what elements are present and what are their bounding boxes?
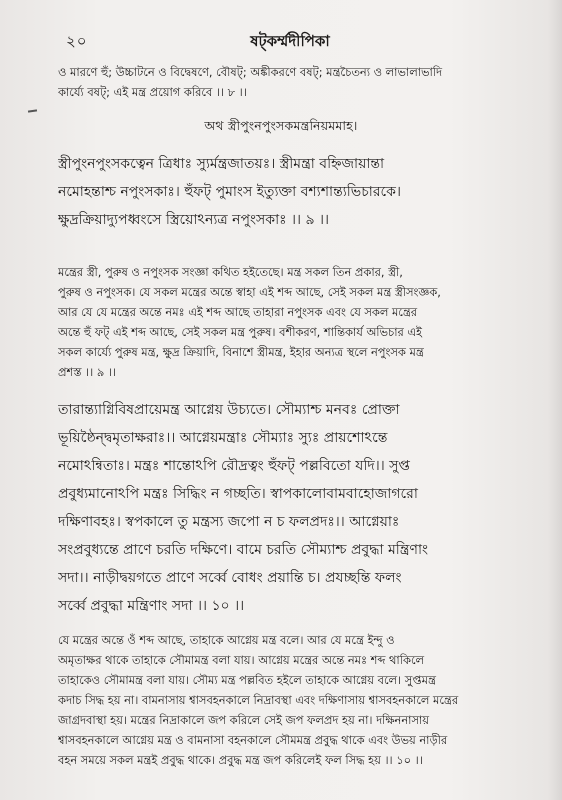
page-edge-shadow	[548, 0, 562, 800]
verse-line: সর্ব্বে প্রবুদ্ধা মন্ত্রিণাং সদা ।। ১০ ।।	[58, 598, 245, 614]
verse-line: স্ত্রীপুংনপুংসকত্বেন ত্রিধাঃ স্যুর্মন্ত্রজাতয়ঃ। স্ত্রীমন্ত্রা বহ্নিজায়ান্তা	[58, 156, 385, 172]
verse-10	[58, 396, 524, 620]
text-line: তাহাকেও সৌমামন্ত্র বলা যায়। সৌম্য মন্ত্র পল্লবিত হইলে তাহাকে আগ্নেয় বলে। সুপ্তমন্ত্র	[58, 673, 436, 687]
verse-line: সদা।। নাড়ীদ্বয়গতে প্রাণে সর্ব্বে বোধং প্রয়ান্তি চ। প্রযচ্ছন্তি ফলং	[58, 570, 402, 586]
verse-line: সংপ্রবুধ্যন্তে প্রাণে চরতি দক্ষিণে। বামে চরতি সৌম্যাশ্চ প্রবুদ্ধা মন্ত্রিণাং	[58, 542, 429, 558]
text-line: কদাচ সিদ্ধ হয় না। বামনাসায় শ্বাসবহনকালে নিদ্রাবস্থা এবং দক্ষিণাসায় শ্বাসবহনকালে মন্ত্রের	[58, 693, 459, 707]
text-line: যে মন্ত্রের অন্তে ওঁ শব্দ আছে, তাহাকে আগ্নেয় মন্ত্র বলে। আর যে মন্ত্রে ইন্দু ও	[58, 633, 395, 647]
verse-line: নমোহন্তাশ্চ নপুংসকাঃ। হুঁফট্‌ পুমাংস ইত্যুক্তা বশ্যশান্ত্যভিচারকে।	[58, 184, 401, 200]
intro-paragraph	[58, 62, 524, 102]
page-number: ২০	[66, 32, 88, 50]
text-line: কার্য্যে বষট্‌; এই মন্ত্র প্রয়োগ করিবে ।। ৮ ।।	[58, 85, 247, 99]
verse-line: ভূয়িষ্ঠৈন্দ্বমৃতাক্ষরাঃ।। আগ্নেয়মন্ত্রাঃ সৌম্যাঃ স্যুঃ প্রায়শোঽন্তে	[58, 430, 388, 446]
text-line: ও মারণে হুঁ; উচ্চাটনে ও বিদ্বেষণে, বৌষট্‌; অঙ্কীকরণে বষট্‌; মন্ত্রচৈতন্য ও লাভালাভাদি	[58, 65, 443, 79]
verse-line: প্রবুধ্যমানোঽপি মন্ত্রঃ সিদ্ধিং ন গচ্ছতি। স্বাপকালোবামবাহোজাগরো	[58, 486, 418, 502]
text-line: জাগ্রদবাস্থা হয়। মন্ত্রের নিদ্রাকালে জপ করিলে সেই জপ ফলপ্রদ হয় না। দক্ষিননাসায়	[58, 713, 429, 727]
margin-pen-mark	[28, 109, 37, 112]
text-line: আর যে যে মন্ত্রের অন্তে নমঃ এই শব্দ আছে তাহারা নপুংসক এবং যে সকল মন্ত্রের	[58, 305, 418, 319]
section-subheading: অথ স্ত্রীপুংনপুংসকমন্ত্রনিয়মমাহ।	[204, 118, 358, 133]
text-line: বহন সময়ে সকল মন্ত্রই প্রবুদ্ধ থাকে। প্রবুদ্ধ মন্ত্র জপ করিলেই ফল সিদ্ধ হয় ।। ১০ ।।	[58, 753, 423, 767]
verse-line: নমোঽন্বিতাঃ। মন্ত্রঃ শান্তোঽপি রৌদ্রত্বং হুঁফট্‌ পল্লবিতো যদি।। সুপ্ত	[58, 458, 410, 474]
running-title: ষট্‌কর্ম্মদীপিকা	[250, 32, 330, 50]
verse-line: দক্ষিণাবহঃ। স্বপকালে তু মন্ত্রস্য জপো ন চ ফলপ্রদঃ।। আগ্নেয়াঃ	[58, 514, 400, 530]
verse-9	[58, 150, 524, 234]
text-line: শ্বাসবহনকালে আগ্নেয় মন্ত্র ও বামনাসা বহনকালে সৌমমন্ত্র প্রবুদ্ধ থাকে এবং উভয় নাড়ীর	[58, 733, 448, 747]
page-header	[58, 30, 522, 52]
text-line: সকল কার্য্যে পুরুষ মন্ত্র, ক্ষুদ্র ক্রিয়াদি, বিনাশে স্ত্রীমন্ত্র, ইহার অন্যত্র স্থলে নপুংসক মন্ত্র	[58, 345, 424, 359]
text-line: মন্ত্রের স্ত্রী, পুরুষ ও নপুংসক সংজ্ঞা কথিত হইতেছে। মন্ত্র সকল তিন প্রকার, স্ত্রী,	[58, 265, 403, 279]
commentary-9	[58, 262, 524, 382]
text-line: অন্তে হুঁ ফট্‌ এই শব্দ আছে, সেই সকল মন্ত্র পুরুষ। বশীকরণ, শান্তিকার্য অভিচার এই	[58, 325, 422, 339]
verse-line: ক্ষুদ্রক্রিয়াদ্যুপধ্বংসে স্ত্রিয়োঽন্যত্র নপুংসকাঃ ।। ৯ ।।	[58, 212, 330, 228]
text-line: পুরুষ ও নপুংসক। যে সকল মন্ত্রের অন্তে স্বাহা এই শব্দ আছে, সেই সকল মন্ত্র স্ত্রীসংজ্ঞক,	[58, 285, 441, 299]
verse-line: তারান্ত্যাগ্নিবিষপ্রায়েমন্ত্র আগ্নেয় উচ্যতে। সৌম্যাশ্চ মনবঃ প্রোক্তা	[58, 402, 400, 418]
commentary-10	[58, 630, 524, 770]
text-line: প্রশস্ত ।। ৯ ।।	[58, 365, 116, 379]
text-line: অমৃতাক্ষর থাকে তাহাকে সৌমামন্ত্র বলা যায়। আগ্নেয় মন্ত্রের অন্তে নমঃ শব্দ থাকিলে	[58, 653, 425, 667]
